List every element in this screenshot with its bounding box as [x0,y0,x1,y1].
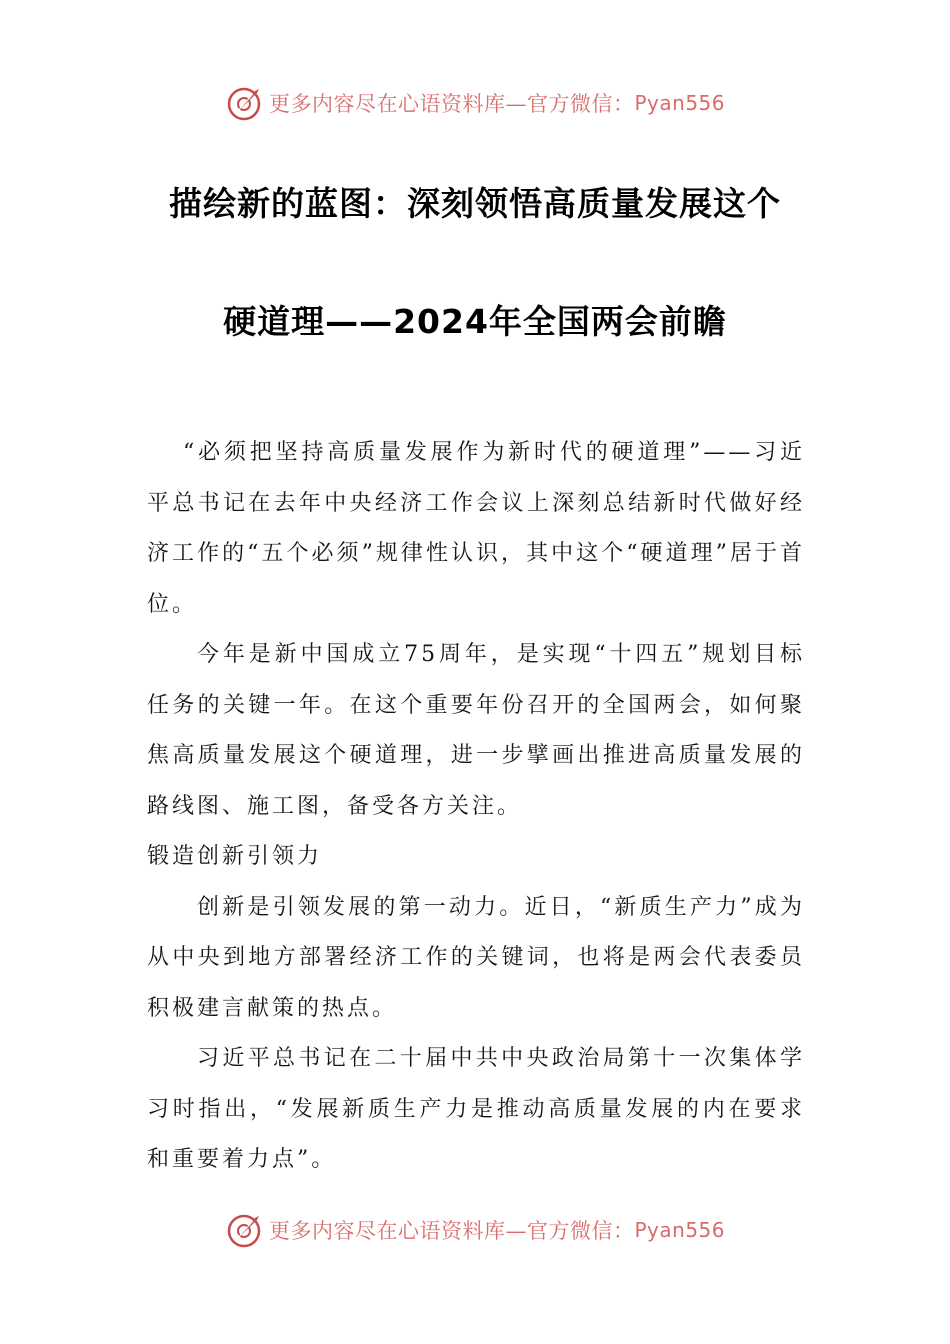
section-heading: 锻造创新引领力 [147,844,323,869]
paragraph-1: “必须把坚持高质量发展作为新时代的硬道理”——习近平总书记在去年中央经济工作会议上深刻总结新时代做好经济工作的“五个必须”规律性认识，其中这个“硬道理”居于首位。 [147,440,805,617]
watermark-banner-top [0,83,950,123]
page-title-line-2: 硬道理——2024年全国两会前瞻 [223,302,727,341]
watermark-handle: Pyan556 [634,91,725,115]
watermark-handle: Pyan556 [634,1218,725,1242]
pen-logo-icon [225,83,265,123]
pen-logo-icon [225,1210,265,1250]
page-title-line-1: 描绘新的蓝图：深刻领悟高质量发展这个 [169,184,781,223]
watermark-text: 更多内容尽在心语资料库—官方微信： [268,1219,635,1243]
paragraph-3: 创新是引领发展的第一动力。近日，“新质生产力”成为从中央到地方部署经济工作的关键词，也将是两会代表委员积极建言献策的热点。 [147,894,805,1021]
paragraph-2: 今年是新中国成立75周年，是实现“十四五”规划目标任务的关键一年。在这个重要年份召开的全国两会，如何聚焦高质量发展这个硬道理，进一步擘画出推进高质量发展的路线图、施工图，备受各方关注。 [147,642,805,819]
watermark-banner-bottom [0,1210,950,1250]
article-body [147,428,805,1186]
watermark-text: 更多内容尽在心语资料库—官方微信： [268,92,635,116]
paragraph-4: 习近平总书记在二十届中共中央政治局第十一次集体学习时指出，“发展新质生产力是推动高质量发展的内在要求和重要着力点”。 [147,1046,805,1172]
